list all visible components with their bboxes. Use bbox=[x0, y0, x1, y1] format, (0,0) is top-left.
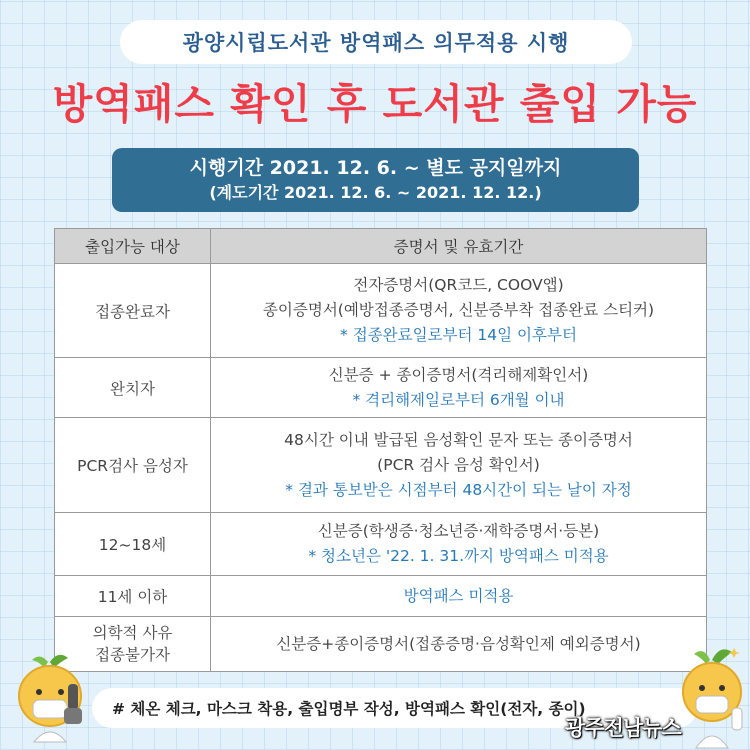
doc-note: 방역패스 미적용 bbox=[403, 586, 514, 605]
banner-text: 광양시립도서관 방역패스 의무적용 시행 bbox=[182, 31, 570, 55]
header-document: 증명서 및 유효기간 bbox=[211, 229, 707, 264]
doc-line: 신분증 + 종이증명서(격리해제확인서) bbox=[328, 365, 589, 384]
watermark: 광주전남뉴스 bbox=[565, 716, 681, 740]
row-document bbox=[211, 513, 707, 576]
row-target: 11세 이하 bbox=[55, 576, 211, 617]
table-row bbox=[55, 418, 707, 513]
header-target: 출입가능 대상 bbox=[55, 229, 211, 264]
mascot-right bbox=[676, 640, 750, 750]
doc-note: * 격리해제일로부터 6개월 이내 bbox=[352, 390, 565, 409]
table-row bbox=[55, 513, 707, 576]
thermometer-icon bbox=[62, 682, 84, 726]
table-row bbox=[55, 617, 707, 672]
doc-note: * 결과 통보받은 시점부터 48시간이 되는 날이 자정 bbox=[285, 480, 632, 499]
row-target: 12~18세 bbox=[55, 513, 211, 576]
table-header-row bbox=[55, 229, 707, 264]
table-row bbox=[55, 264, 707, 358]
headline: 방역패스 확인 후 도서관 출입 가능 bbox=[52, 80, 698, 128]
doc-line: 종이증명서(예방접종증명서, 신분증부착 접종완료 스티커) bbox=[262, 301, 655, 319]
target-line: 의학적 사유 bbox=[92, 624, 173, 642]
row-document bbox=[211, 418, 707, 513]
row-document bbox=[211, 264, 707, 358]
period-grace: (계도기간 2021. 12. 6. ~ 2021. 12. 12.) bbox=[209, 183, 542, 202]
row-target: 접종완료자 bbox=[55, 264, 211, 358]
doc-line: 신분증+종이증명서(접종증명·음성확인제 예외증명서) bbox=[276, 634, 641, 653]
row-target: 완치자 bbox=[55, 358, 211, 418]
top-banner bbox=[120, 20, 632, 64]
doc-note: * 청소년은 '22. 1. 31.까지 방역패스 미적용 bbox=[308, 547, 609, 565]
table-row bbox=[55, 358, 707, 418]
doc-note: * 접종완료일로부터 14일 이후부터 bbox=[340, 326, 577, 344]
doc-line: (PCR 검사 음성 확인서) bbox=[377, 455, 540, 474]
doc-line: 48시간 이내 발급된 음성확인 문자 또는 종이증명서 bbox=[284, 430, 633, 449]
eligibility-table bbox=[54, 228, 707, 672]
row-target: PCR검사 음성자 bbox=[55, 418, 211, 513]
period-main: 시행기간 2021. 12. 6. ~ 별도 공지일까지 bbox=[189, 157, 562, 179]
row-document bbox=[211, 617, 707, 672]
target-line: 접종불가자 bbox=[95, 646, 170, 664]
doc-line: 전자증명서(QR코드, COOV앱) bbox=[353, 276, 564, 294]
table-row bbox=[55, 576, 707, 617]
doc-line: 신분증(학생증·청소년증·재학증명서·등본) bbox=[317, 522, 600, 540]
row-document bbox=[211, 576, 707, 617]
period-box bbox=[112, 148, 639, 212]
notice-text: # 체온 체크, 마스크 착용, 출입명부 작성, 방역패스 확인(전자, 종이) bbox=[112, 700, 586, 718]
row-document bbox=[211, 358, 707, 418]
